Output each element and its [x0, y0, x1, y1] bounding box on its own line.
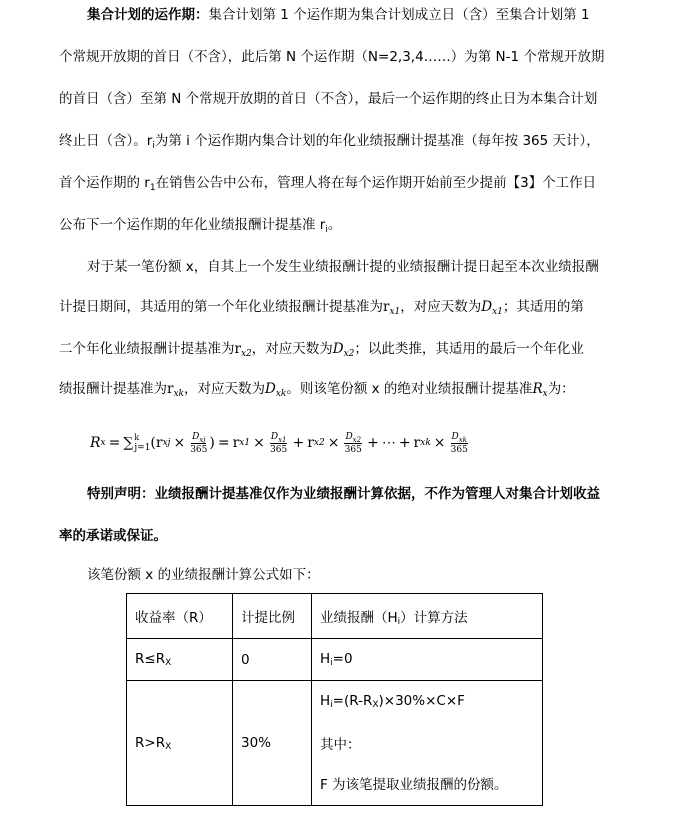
fraction-xj: $\frac{D_{xj}}{365}$: [190, 431, 208, 455]
p2-line-4: 绩报酬计提基准为$r_{xk}$，对应天数为$D_{xk}$。则该笔份额 x 的绝对业绩报酬计提基准$R_x$为：: [59, 381, 575, 399]
fraction-x2: $\frac{D_{x2}}{365}$: [344, 431, 362, 455]
p2-line-3: 二个年化业绩报酬计提基准为$r_{x2}$，对应天数为$D_{x2}$；以此类推，其适用的最后一个年化业: [59, 341, 584, 359]
p1-line-1: [87, 5, 590, 25]
table-row: R≤RX 0 Hi=0: [127, 639, 543, 681]
fraction-x1: $\frac{D_{x1}}{365}$: [270, 431, 288, 455]
p2-line-2: 计提日期间，其适用的第一个年化业绩报酬计提基准为$r_{x1}$，对应天数为$D_{x1}$；其适用的第: [59, 299, 584, 317]
note-label: 其中：: [320, 737, 361, 753]
fee-formula: Hi=(R-RX)×30%×C×F: [320, 693, 465, 710]
declaration-line-2: 率的承诺或保证。: [59, 528, 167, 544]
p1-line-1-text: 集合计划第 1 个运作期为集合计划成立日（含）至集合计划第 1: [208, 7, 590, 23]
header-return-rate: 收益率（R）: [127, 594, 233, 639]
p1-line-3: 的首日（含）至第 N 个常规开放期的首日（不含），最后一个运作期的终止日为本集合计划: [59, 91, 598, 107]
p1-line-2: 个常规开放期的首日（不含），此后第 N 个运作期（N=2,3,4……）为第 N-1 个常规开放期: [59, 49, 605, 65]
p1-line-6: 公布下一个运作期的年化业绩报酬计提基准 $r_i$。: [59, 217, 342, 235]
sum-symbol: ∑: [123, 435, 134, 451]
p1-line-4: 终止日（含）。$r_i$为第 i 个运作期内集合计划的年化业绩报酬计提基准（每年按 365 天计），: [59, 133, 600, 151]
declaration-line-1: 特别声明：业绩报酬计提基准仅作为业绩报酬计算依据，不作为管理人对集合计划收益: [87, 486, 600, 502]
p1-line-5: 首个运作期的 $r_1$在销售公告中公布，管理人将在每个运作期开始前至少提前【3】个工作日: [59, 175, 597, 193]
term-operation-period: 集合计划的运作期：: [87, 7, 209, 23]
header-ratio: 计提比例: [233, 594, 312, 639]
p2-line-1: 对于某一笔份额 x，自其上一个发生业绩报酬计提的业绩报酬计提日起至本次业绩报酬: [87, 259, 599, 275]
table-intro: 该笔份额 x 的业绩报酬计算公式如下：: [87, 567, 320, 583]
table-row: R>RX 30% Hi=(R-RX)×30%×C×F 其中： F 为该笔提取业绩报酬的份额。: [127, 681, 543, 806]
table-header-row: [127, 594, 543, 639]
header-method: 业绩报酬（Hi）计算方法: [312, 594, 543, 639]
performance-fee-table: [126, 593, 543, 806]
note-text: F 为该笔提取业绩报酬的份额。: [320, 777, 508, 793]
fraction-xk: $\frac{D_{xk}}{365}$: [450, 431, 468, 455]
benchmark-formula: R x = ∑ k j=1 ( r xj × $\frac{D_{xj}}{365}$ ) = r x1 × $\frac{D_{x1}}{365}$ + r x2 × $\frac{D_{x2}}{365}$ + ⋯ + r xk × $\frac{D_{xk}}{365}$: [90, 431, 468, 455]
